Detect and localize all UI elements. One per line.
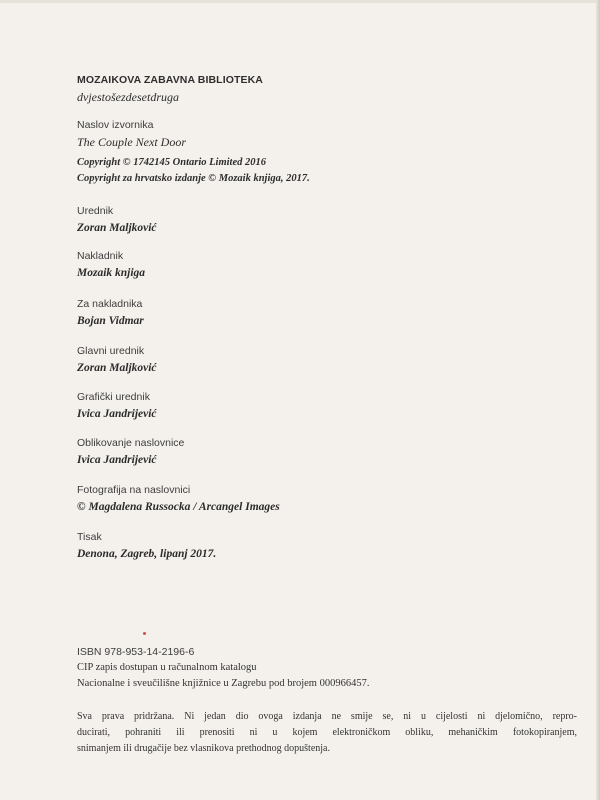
credit-label: Za nakladnika: [77, 298, 143, 310]
credit-for-publisher: [77, 296, 570, 330]
page-edge-right: [596, 0, 600, 800]
copyright-original: Copyright © 1742145 Ontario Limited 2016: [77, 157, 266, 168]
copyright-croatian: Copyright za hrvatsko izdanje © Mozaik knjiga, 2017.: [77, 173, 310, 184]
credit-label: Glavni urednik: [77, 345, 145, 357]
cip-line-2: Nacionalne i sveučilišne knjižnice u Zagrebu pod brojem 000966457.: [77, 678, 370, 689]
rights-line-1: Sva prava pridržana. Ni jedan dio ovoga izdanja ne smije se, ni u cijelosti ni djelomično, repro-: [77, 711, 577, 722]
credit-value: Mozaik knjiga: [77, 267, 146, 279]
rights-line-3: snimanjem ili drugačije bez vlasnikova prethodnog dopuštenja.: [77, 743, 330, 754]
ink-speck: [143, 632, 146, 635]
page-edge-top: [0, 0, 600, 3]
rights-notice: [77, 709, 577, 757]
credit-graphic-editor: [77, 389, 570, 423]
credit-label: Urednik: [77, 205, 114, 217]
series-title: MOZAIKOVA ZABAVNA BIBLIOTEKA: [77, 74, 263, 86]
credit-value: © Magdalena Russocka / Arcangel Images: [77, 501, 280, 513]
credit-editor-in-chief: [77, 343, 570, 377]
credit-publisher: [77, 248, 570, 282]
credit-cover-design: [77, 435, 570, 469]
series-block: [77, 72, 570, 106]
original-title-block: [77, 117, 570, 187]
credit-label: Fotografija na naslovnici: [77, 484, 191, 496]
cip-line-1: CIP zapis dostupan u računalnom katalogu: [77, 662, 257, 673]
credit-value: Denona, Zagreb, lipanj 2017.: [77, 548, 217, 560]
credit-editor: [77, 203, 570, 237]
credit-value: Bojan Vidmar: [77, 315, 144, 327]
original-title-label: Naslov izvornika: [77, 119, 154, 131]
isbn-number: ISBN 978-953-14-2196-6: [77, 646, 195, 658]
original-title: The Couple Next Door: [77, 135, 186, 149]
credit-print: [77, 529, 570, 563]
credit-label: Nakladnik: [77, 250, 124, 262]
isbn-block: [77, 644, 570, 692]
credit-value: Ivica Jandrijević: [77, 454, 157, 466]
credit-label: Grafički urednik: [77, 391, 150, 403]
credit-value: Zoran Maljković: [77, 362, 157, 374]
credit-label: Oblikovanje naslovnice: [77, 437, 185, 449]
credit-cover-photo: [77, 482, 570, 516]
credit-value: Zoran Maljković: [77, 222, 157, 234]
credit-value: Ivica Jandrijević: [77, 408, 157, 420]
series-number: dvjestošezdesetdruga: [77, 90, 179, 104]
credit-label: Tisak: [77, 531, 102, 543]
rights-line-2: ducirati, pohraniti ili prenositi ni u kojem elektroničkom obliku, mehaničkim fotokopiranjem,: [77, 727, 577, 738]
